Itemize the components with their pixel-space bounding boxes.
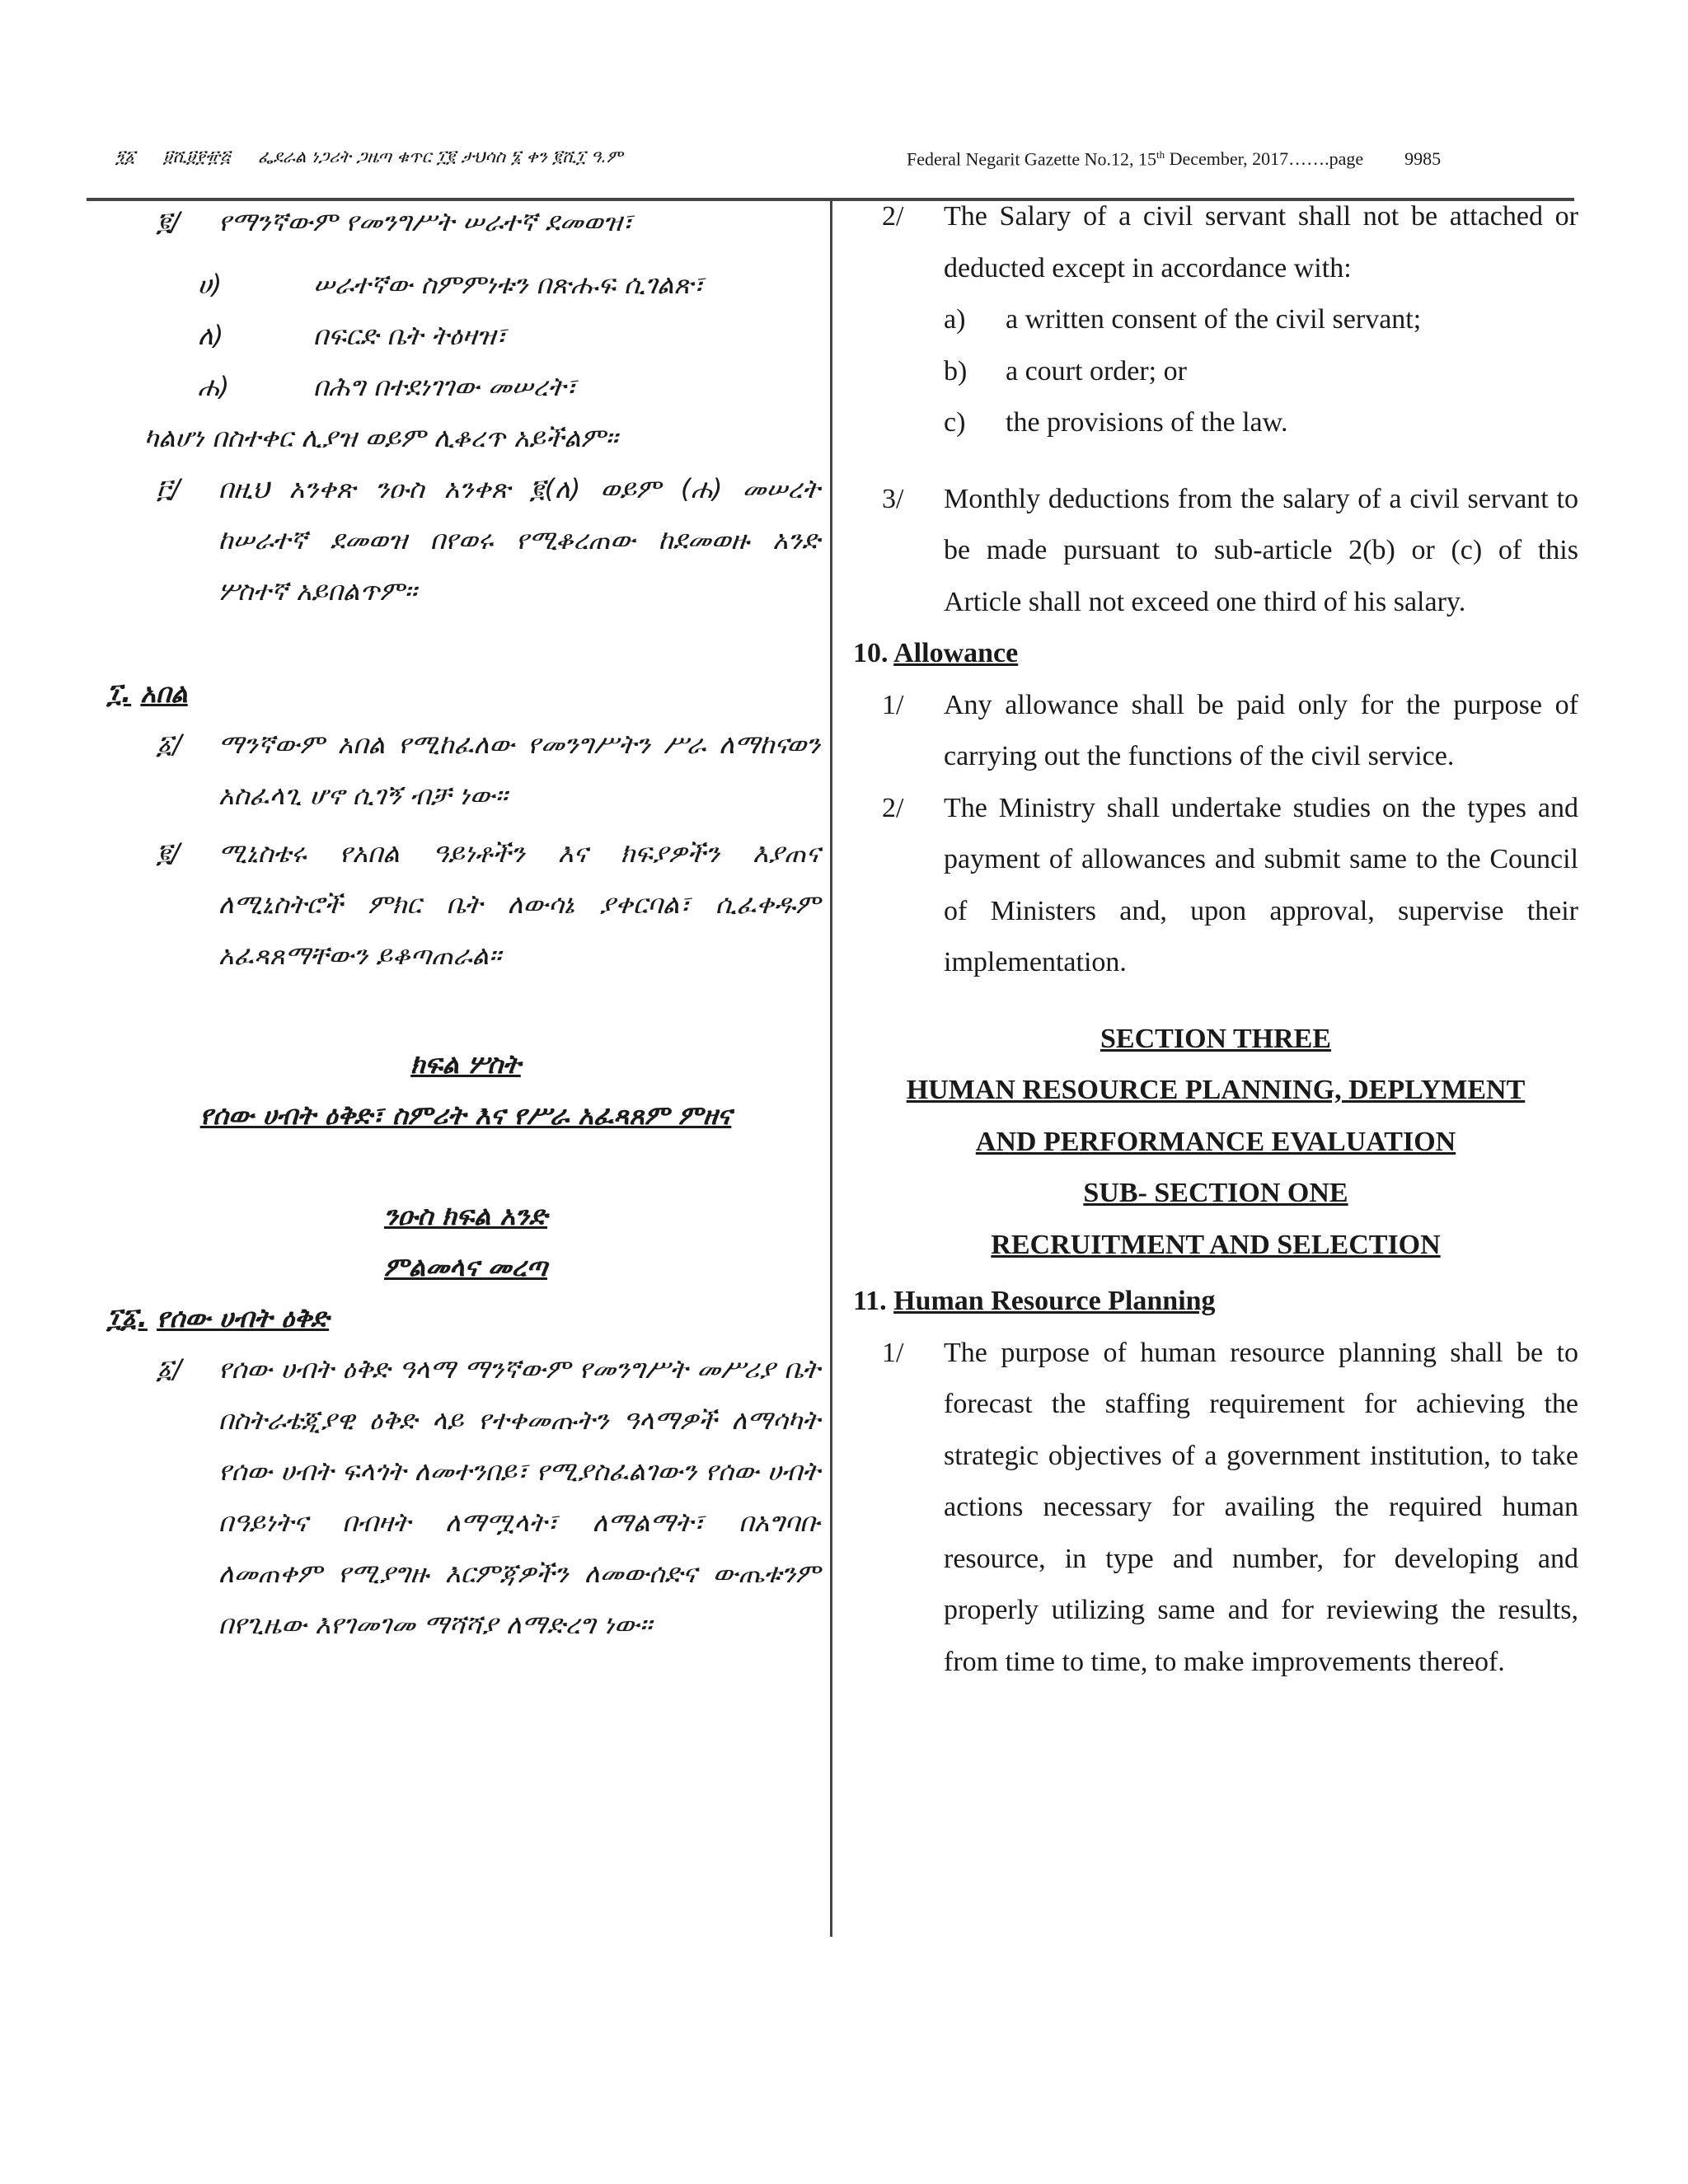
section-title: SECTION THREE xyxy=(1100,1023,1331,1054)
amharic-year: ፱ሺ፱፻፹፭ xyxy=(163,147,231,166)
list-item-a xyxy=(87,259,820,310)
article-10-heading xyxy=(87,668,820,719)
sub-article-2 xyxy=(87,196,820,247)
list-item-number: a) xyxy=(944,304,966,335)
article-title: የሰው ሀብት ዕቅድ xyxy=(157,1302,330,1333)
sub-article-3 xyxy=(853,474,1578,629)
sub-article-text: Monthly deductions from the salary of a civil servant to be made pursuant to sub-article 2(b) or (c) of this Article shall not exceed one third of his salary. xyxy=(944,483,1578,617)
article-title: Human Resource Planning xyxy=(893,1286,1216,1316)
column-divider xyxy=(830,198,832,1937)
article-11-heading xyxy=(853,1276,1578,1328)
amharic-column xyxy=(87,198,820,1650)
section-subtitle-line-2: AND PERFORMANCE EVALUATION xyxy=(975,1126,1456,1157)
article-10-sub-2 xyxy=(87,827,820,981)
sub-article-text: የሰው ሀብት ዕቅድ ዓላማ ማንኛውም የመንግሥት መሥሪያ ቤት በስትራቴጂያዊ ዕቅድ ላይ የተቀመጡትን ዓላማዎች ለማሳካት የሰው ሀብት ፍላጎት ለመተንበይ፣ የሚያስፈልገውን የሰው ሀብት በዓይነትና በብዛት ለማሟላት፣ ለማልማት፣ በአግባቡ ለመጠቀም የሚያግዙ እርምጃዎችን ለመውሰድና ውጤቱንም በየጊዜው እየገመገመ ማሻሻያ ለማድረግ ነው፡፡ xyxy=(218,1353,820,1640)
subsection-subtitle: RECRUITMENT AND SELECTION xyxy=(991,1229,1441,1260)
section-title: ክፍል ሦስት xyxy=(410,1048,521,1080)
sub-article-text: ሚኒስቴሩ የአበል ዓይነቶችን እና ክፍያዎችን እያጠና ለሚኒስትሮች ምክር ቤት ለውሳኔ ያቀርባል፣ ሲፈቀዱም አፈጻጸማቸውን ይቆጣጠራል፡፡ xyxy=(218,837,820,971)
list-item-text: ሠራተኛው ስምምነቱን በጽሑፍ ሲገልጽ፣ xyxy=(313,269,705,300)
sub-article-number: 1/ xyxy=(882,689,904,720)
page-header xyxy=(115,147,1517,180)
article-title: Allowance xyxy=(893,638,1019,668)
article-10-sub-1 xyxy=(87,719,820,821)
sub-article-text: በዚህ አንቀጽ ንዑስ አንቀጽ ፪(ለ) ወይም (ሐ) መሠረት ከሠራተኛ ደመወዝ በየወሩ የሚቆረጠው ከደመወዙ አንድ ሦስተኛ አይበልጥም፡፡ xyxy=(218,473,820,607)
list-item-number: ሐ) xyxy=(198,371,230,402)
english-header xyxy=(907,148,1449,170)
list-item-a xyxy=(853,294,1578,346)
article-number: 10. xyxy=(853,638,889,668)
list-item-b xyxy=(87,310,820,361)
list-item-text: the provisions of the law. xyxy=(1006,407,1288,438)
sub-article-number: ፪/ xyxy=(157,837,181,869)
subsection-subtitle: ምልመላና መረጣ xyxy=(384,1251,547,1282)
article-10-heading xyxy=(853,628,1578,680)
list-item-number: c) xyxy=(944,407,966,438)
sub-article-2 xyxy=(853,191,1578,294)
english-page-number: 9985 xyxy=(1404,148,1442,170)
sub-article-number: ፪/ xyxy=(157,206,181,237)
sub-article-number: 3/ xyxy=(882,483,904,514)
sub-article-number: ፩/ xyxy=(157,729,182,760)
sub-article-number: ፩/ xyxy=(157,1353,182,1385)
list-item-number: b) xyxy=(944,355,968,387)
list-item-text: በፍርድ ቤት ትዕዛዝ፣ xyxy=(313,320,507,351)
list-item-number: ለ) xyxy=(198,320,224,351)
list-item-c xyxy=(87,361,820,412)
sub-article-number: 2/ xyxy=(882,201,904,232)
list-item-number: ሀ) xyxy=(198,269,223,300)
list-tail-text: ካልሆነ በስተቀር ሊያዝ ወይም ሊቆረጥ አይችልም፡፡ xyxy=(144,422,618,453)
list-item-text: በሕግ በተደነገገው መሠረት፣ xyxy=(313,371,577,402)
sub-article-3 xyxy=(87,463,820,616)
sub-article-number: 2/ xyxy=(882,792,904,823)
article-10-sub-1 xyxy=(853,680,1578,783)
sub-article-text: የማንኛውም የመንግሥት ሠራተኛ ደመወዝ፣ xyxy=(218,206,633,237)
article-title: አበል xyxy=(140,677,188,709)
amharic-page-number: ፺፩ xyxy=(115,147,136,166)
sub-article-text: Any allowance shall be paid only for the purpose of carrying out the functions of the civil service. xyxy=(944,689,1578,771)
article-10-sub-2 xyxy=(853,783,1578,989)
sub-article-text: The Salary of a civil servant shall not be attached or deducted except in accordance with: xyxy=(944,201,1578,284)
list-item-b xyxy=(853,346,1578,398)
sub-article-text: ማንኛውም አበል የሚከፈለው የመንግሥትን ሥራ ለማከናወን አስፈላጊ ሆኖ ሲገኝ ብቻ ነው፡፡ xyxy=(218,729,820,811)
list-item-text: a written consent of the civil servant; xyxy=(1006,304,1422,335)
date-suffix: th xyxy=(1156,148,1165,161)
article-number: ፲፩. xyxy=(107,1302,148,1333)
article-number: ፲. xyxy=(107,677,132,709)
article-11-sub-1 xyxy=(87,1343,820,1650)
section-subtitle: የሰው ሀብት ዕቅድ፣ ስምሪት እና የሥራ አፈጻጸም ምዘና xyxy=(199,1099,732,1131)
english-gazette-title: Federal Negarit Gazette No.12, 15 xyxy=(907,148,1156,170)
article-number: 11. xyxy=(853,1286,887,1316)
subsection-title: ንዑስ ክፍል አንድ xyxy=(383,1200,548,1231)
list-item-text: a court order; or xyxy=(1006,355,1187,387)
sub-article-number: 1/ xyxy=(882,1337,904,1368)
subsection-title: SUB- SECTION ONE xyxy=(1083,1178,1348,1208)
sub-article-number: ፫/ xyxy=(157,473,181,504)
english-date: December, 2017…….page xyxy=(1165,148,1364,170)
sub-article-text: The purpose of human resource planning shall be to forecast the staffing requirement for achieving the strategic objectives of a government institution, to take actions necessary for availing the required human resource, in type and number, for developing and properly utilizing same and for reviewing the results, from time to time, to make improvements thereof. xyxy=(944,1337,1578,1677)
amharic-header xyxy=(115,147,651,167)
english-column xyxy=(853,198,1578,1688)
list-item-c xyxy=(853,397,1578,449)
article-11-heading xyxy=(87,1292,820,1343)
amharic-gazette-title: ፌደራል ነጋሪት ጋዜጣ ቁጥር ፲፪ ታህሳስ ፮ ቀን ፪ሺ፲ ዓ.ም xyxy=(258,147,623,166)
section-subtitle-line-1: HUMAN RESOURCE PLANNING, DEPLYMENT xyxy=(906,1075,1526,1105)
sub-article-text: The Ministry shall undertake studies on the types and payment of allowances and submit same to the Council of Ministers and, upon approval, supervise their implementation. xyxy=(944,792,1578,977)
article-11-sub-1 xyxy=(853,1328,1578,1689)
